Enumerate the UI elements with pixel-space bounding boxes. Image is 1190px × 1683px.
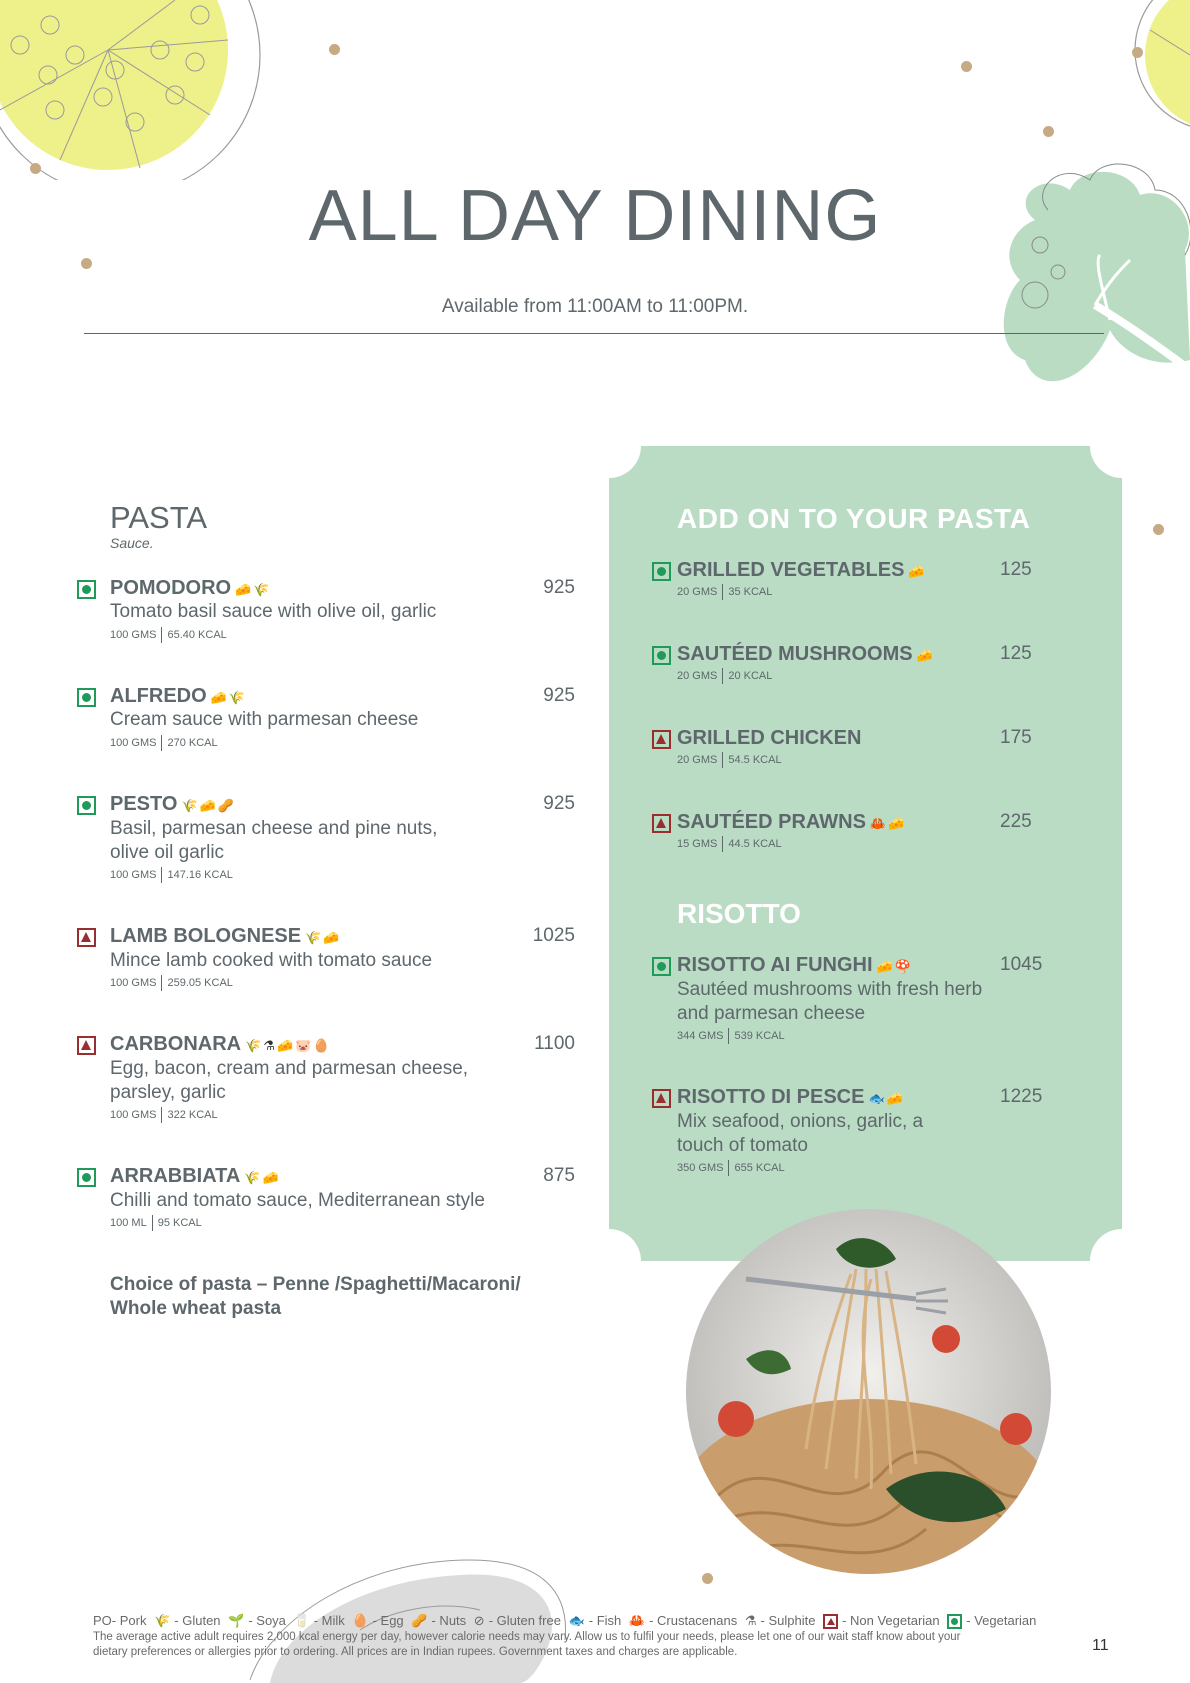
- menu-item-name: PESTO 🌾🧀🥜: [110, 793, 236, 815]
- menu-item-name: ALFREDO 🧀🌾: [110, 685, 248, 707]
- disclaimer-text: The average active adult requires 2,000 kcal energy per day, however calorie needs may vary. Allow us to fulfil your needs, please let one of our wait staff know about your dietary preferences or allergies prior to ordering. All prices are in Indian rupees. Government taxes and charges are applicable.: [93, 1631, 961, 1658]
- addon-heading: ADD ON TO YOUR PASTA: [677, 503, 1031, 534]
- legend-fish: - Fish: [588, 1613, 622, 1628]
- decorative-dot: [81, 258, 92, 269]
- allergen-icons: 🧀🍄: [876, 959, 913, 974]
- veg-marker-icon: [652, 646, 671, 665]
- menu-item-nutrition: 100 GMS 259.05 KCAL: [110, 975, 233, 991]
- risotto-item-description: touch of tomato: [677, 1135, 808, 1156]
- lemon-illustration: [0, 0, 270, 180]
- gluten-free-icon: ⊘: [473, 1613, 485, 1628]
- menu-item-description: Chilli and tomato sauce, Mediterranean style: [110, 1190, 485, 1211]
- allergen-icons: 🧀🌾: [235, 582, 272, 597]
- addon-item-price: 175: [1000, 727, 1032, 748]
- risotto-item-nutrition: 350 GMS 655 KCAL: [677, 1160, 785, 1176]
- menu-item-description: Tomato basil sauce with olive oil, garlic: [110, 601, 437, 622]
- risotto-item-description: Sautéed mushrooms with fresh herb: [677, 979, 983, 1000]
- risotto-item-description: and parmesan cheese: [677, 1003, 866, 1024]
- risotto-item-name: RISOTTO DI PESCE 🐟🧀: [677, 1086, 905, 1108]
- allergen-icons: 🧀🌾: [210, 690, 248, 705]
- addon-item-nutrition: 20 GMS 35 KCAL: [677, 584, 772, 600]
- pasta-choice-note: Choice of pasta – Penne /Spaghetti/Macaroni/ Whole wheat pasta: [110, 1274, 521, 1319]
- menu-item-nutrition: 100 GMS 322 KCAL: [110, 1107, 218, 1123]
- allergen-icons: 🐟🧀: [868, 1091, 905, 1106]
- menu-item-price: 925: [543, 577, 575, 598]
- pasta-subheading: Sauce.: [110, 535, 154, 551]
- nonveg-marker-icon: [652, 814, 671, 833]
- legend-egg: - Egg: [372, 1613, 404, 1628]
- decorative-dot: [30, 163, 41, 174]
- veg-marker-icon: [652, 562, 671, 581]
- menu-item-description: Mince lamb cooked with tomato sauce: [110, 950, 433, 971]
- legend-veg: - Vegetarian: [966, 1613, 1037, 1628]
- addon-item-price: 225: [1000, 811, 1032, 832]
- nonveg-marker-icon: [77, 1036, 96, 1055]
- allergen-icons: 🌾🧀: [305, 930, 342, 945]
- allergen-icons: 🧀: [908, 564, 927, 579]
- veg-legend-icon: [947, 1614, 962, 1629]
- menu-item-nutrition: 100 ML 95 KCAL: [110, 1215, 202, 1231]
- decorative-dot: [1132, 47, 1143, 58]
- veg-marker-icon: [77, 580, 96, 599]
- addon-item-name: SAUTÉED PRAWNS 🦀🧀: [677, 811, 907, 833]
- addon-item-nutrition: 20 GMS 20 KCAL: [677, 668, 772, 684]
- legend-crustaceans: - Crustacenans: [649, 1613, 738, 1628]
- menu-item-nutrition: 100 GMS 270 KCAL: [110, 735, 218, 751]
- menu-item-price: 1100: [534, 1033, 575, 1054]
- allergen-icons: 🌾🧀🥜: [181, 798, 236, 813]
- nut-icon: 🥜: [411, 1613, 428, 1628]
- decorative-dot: [1043, 126, 1054, 137]
- menu-item-price: 925: [543, 685, 575, 706]
- allergen-legend: [93, 1613, 1040, 1629]
- nonveg-legend-icon: [823, 1614, 838, 1629]
- availability-text: Available from 11:00AM to 11:00PM.: [441, 296, 749, 317]
- milk-icon: 🥛: [293, 1613, 310, 1628]
- risotto-item-price: 1045: [1000, 954, 1043, 975]
- wheat-icon: 🌾: [154, 1613, 171, 1628]
- legend-nuts: - Nuts: [431, 1613, 467, 1628]
- page-title: ALL DAY DINING: [308, 176, 882, 256]
- header-divider: [84, 333, 1104, 334]
- legend-sulphite: - Sulphite: [760, 1613, 816, 1628]
- addon-item-price: 125: [1000, 643, 1032, 664]
- legend-soya: - Soya: [248, 1613, 286, 1628]
- risotto-item-description: Mix seafood, onions, garlic, a: [677, 1111, 924, 1132]
- menu-item-name: LAMB BOLOGNESE 🌾🧀: [110, 925, 342, 947]
- lemon-illustration-right: [1130, 0, 1190, 140]
- decorative-dot: [1153, 524, 1164, 535]
- legend-gluten-free: - Gluten free: [488, 1613, 561, 1628]
- menu-item-description: parsley, garlic: [110, 1082, 226, 1103]
- addon-item-name: GRILLED VEGETABLES 🧀: [677, 559, 927, 581]
- addon-item-name: GRILLED CHICKEN: [677, 727, 862, 749]
- risotto-item-nutrition: 344 GMS 539 KCAL: [677, 1028, 785, 1044]
- veg-marker-icon: [77, 688, 96, 707]
- risotto-item-name: RISOTTO AI FUNGHI 🧀🍄: [677, 954, 913, 976]
- legend-milk: - Milk: [313, 1613, 345, 1628]
- fish-icon: 🐟: [568, 1613, 585, 1628]
- egg-icon: 🥚: [352, 1613, 369, 1628]
- menu-item-description: Cream sauce with parmesan cheese: [110, 709, 419, 730]
- menu-item-nutrition: 100 GMS 147.16 KCAL: [110, 867, 233, 883]
- nonveg-marker-icon: [652, 1089, 671, 1108]
- menu-item-name: ARRABBIATA 🌾🧀: [110, 1165, 281, 1187]
- page-number: 11: [1092, 1637, 1109, 1654]
- menu-item-nutrition: 100 GMS 65.40 KCAL: [110, 627, 227, 643]
- decorative-dot: [702, 1573, 713, 1584]
- menu-item-price: 925: [543, 793, 575, 814]
- menu-item-name: CARBONARA 🌾⚗🧀🐷🥚: [110, 1033, 332, 1055]
- crab-icon: 🦀: [628, 1613, 646, 1628]
- pasta-heading: PASTA: [110, 500, 208, 535]
- veg-marker-icon: [77, 796, 96, 815]
- addon-item-nutrition: 15 GMS 44.5 KCAL: [677, 836, 782, 852]
- decorative-dot: [329, 44, 340, 55]
- menu-item-price: 875: [543, 1165, 575, 1186]
- veg-marker-icon: [77, 1168, 96, 1187]
- menu-item-description: Basil, parmesan cheese and pine nuts,: [110, 818, 438, 839]
- allergen-icons: 🌾⚗🧀🐷🥚: [245, 1038, 332, 1053]
- risotto-heading: RISOTTO: [677, 898, 801, 929]
- legend-pork: PO- Pork: [93, 1613, 147, 1628]
- allergen-icons: 🧀: [916, 648, 935, 663]
- addon-item-price: 125: [1000, 559, 1032, 580]
- menu-item-description: olive oil garlic: [110, 842, 225, 863]
- legend-nonveg: - Non Vegetarian: [842, 1613, 940, 1628]
- legend-gluten: - Gluten: [174, 1613, 221, 1628]
- allergen-icons: 🦀🧀: [869, 816, 907, 831]
- allergen-icons: 🌾🧀: [244, 1170, 281, 1185]
- flask-icon: ⚗: [744, 1613, 757, 1628]
- nonveg-marker-icon: [77, 928, 96, 947]
- menu-item-price: 1025: [532, 925, 575, 946]
- veg-marker-icon: [652, 957, 671, 976]
- addon-item-name: SAUTÉED MUSHROOMS 🧀: [677, 643, 935, 665]
- nonveg-marker-icon: [652, 730, 671, 749]
- addon-item-nutrition: 20 GMS 54.5 KCAL: [677, 752, 782, 768]
- risotto-item-price: 1225: [1000, 1086, 1043, 1107]
- decorative-dot: [961, 61, 972, 72]
- soya-icon: 🌱: [228, 1613, 245, 1628]
- spaghetti-photo: [686, 1209, 1051, 1574]
- menu-item-description: Egg, bacon, cream and parmesan cheese,: [110, 1058, 469, 1079]
- menu-item-name: POMODORO 🧀🌾: [110, 577, 272, 599]
- bread-illustration: [240, 1540, 600, 1683]
